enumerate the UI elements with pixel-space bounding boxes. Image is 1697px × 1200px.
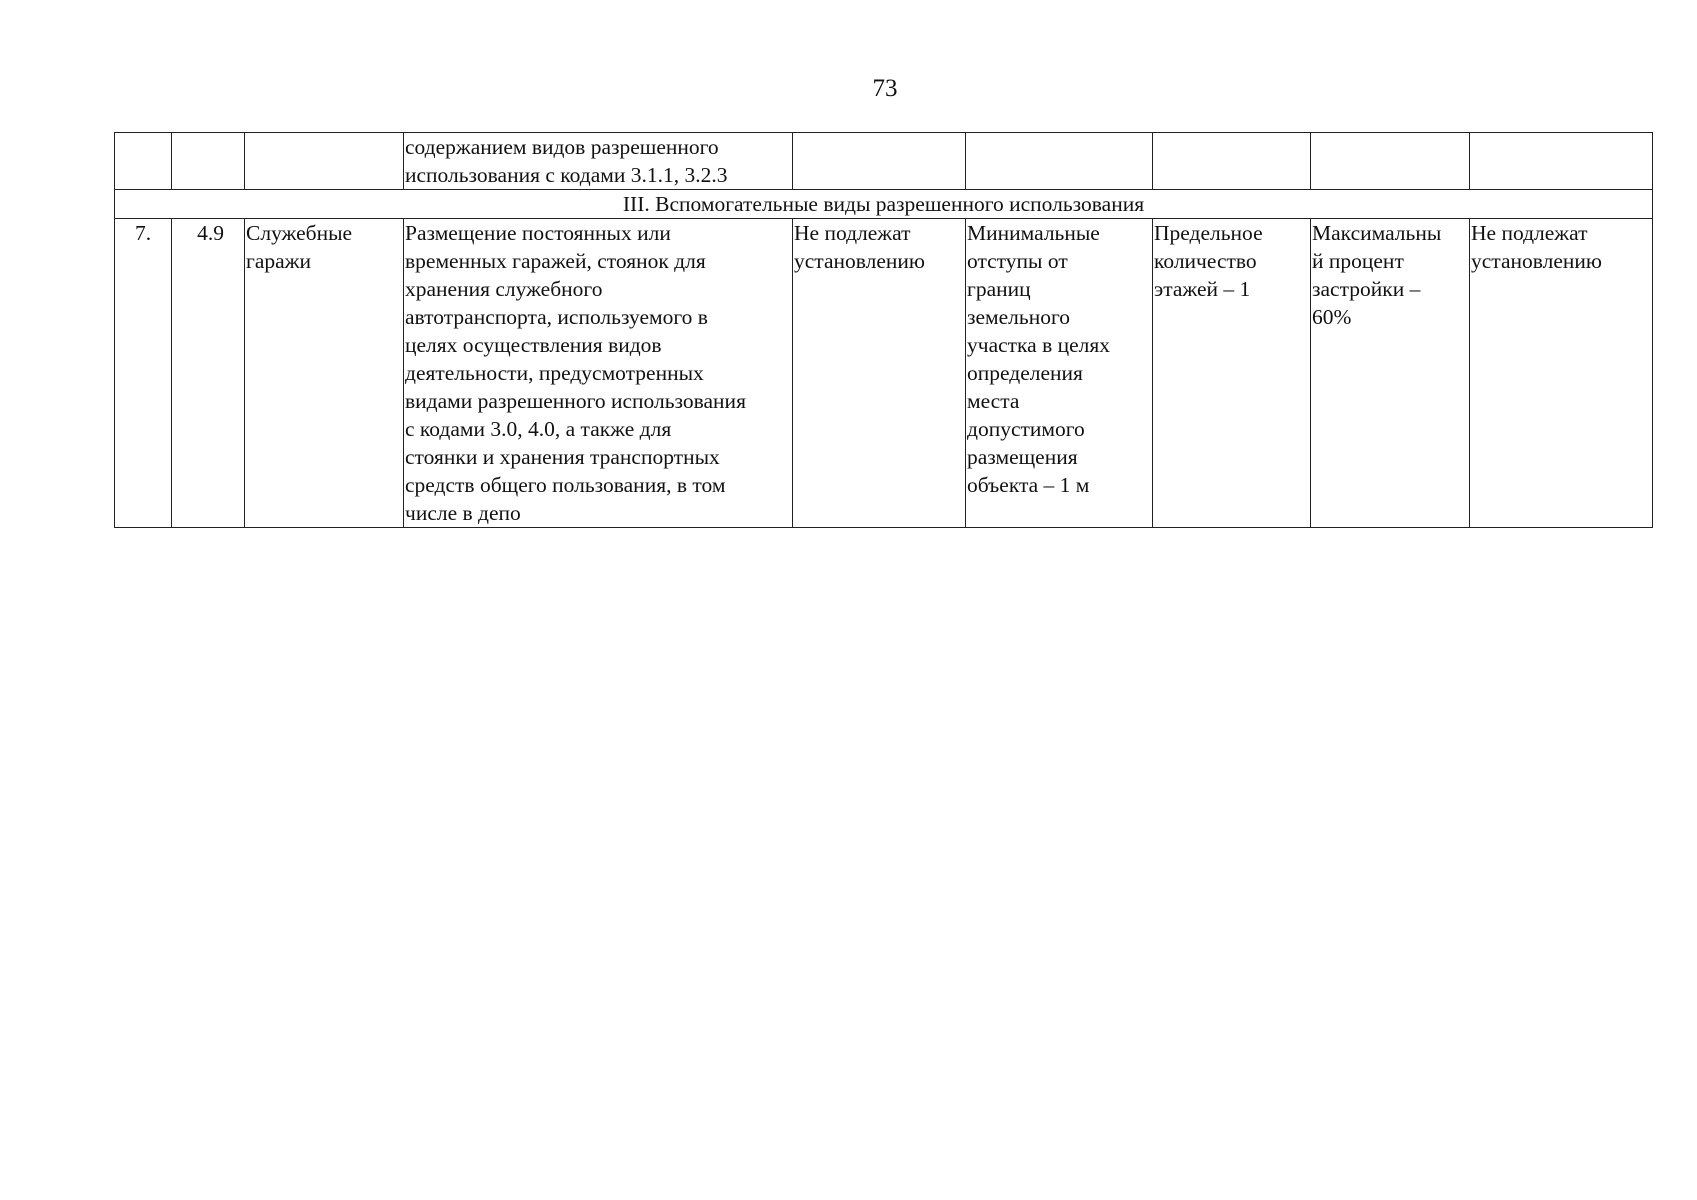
section-header: III. Вспомогательные виды разрешенного использования bbox=[115, 190, 1653, 219]
cell-other-empty bbox=[1470, 133, 1653, 190]
cell-setbacks-empty bbox=[966, 133, 1153, 190]
row-number: 7. bbox=[115, 219, 172, 528]
row-other bbox=[1470, 219, 1653, 528]
row-coverage bbox=[1311, 219, 1470, 528]
table-row-continuation bbox=[115, 133, 1653, 190]
row-setbacks-text: Минимальные отступы от границ земельного участка в целях определения места допустимого размещения объекта – 1 м bbox=[967, 221, 1111, 497]
row-name bbox=[245, 219, 404, 528]
table-row bbox=[115, 219, 1653, 528]
row-other-text: Не подлежат установлению bbox=[1471, 221, 1602, 273]
row-description bbox=[404, 219, 793, 528]
row-floors-text: Предельное количество этажей – 1 bbox=[1154, 221, 1263, 301]
cell-coverage-empty bbox=[1311, 133, 1470, 190]
row-name-text: Служебные гаражи bbox=[246, 221, 353, 273]
cell-number-empty bbox=[115, 133, 172, 190]
row-coverage-text: Максимальны й процент застройки – 60% bbox=[1312, 221, 1442, 329]
section-header-row bbox=[115, 190, 1653, 219]
row-floors bbox=[1153, 219, 1311, 528]
row-code: 4.9 bbox=[172, 219, 245, 528]
cell-name-empty bbox=[245, 133, 404, 190]
cell-area-limits-empty bbox=[793, 133, 966, 190]
regulations-table bbox=[114, 132, 1653, 528]
cell-floors-empty bbox=[1153, 133, 1311, 190]
row-area-limits-text: Не подлежат установлению bbox=[794, 221, 925, 273]
continuation-description: содержанием видов разрешенного использования с кодами 3.1.1, 3.2.3 bbox=[405, 135, 728, 187]
cell-code-empty bbox=[172, 133, 245, 190]
row-setbacks bbox=[966, 219, 1153, 528]
cell-description bbox=[404, 133, 793, 190]
row-description-text: Размещение постоянных или временных гаражей, стоянок для хранения служебного автотранспорта, используемого в целях осуществления видов деятельности, предусмотренных видами разрешенного использования с кодами 3.0, 4.0, а также для стоянки и хранения транспортных средств общего пользования, в том числе в депо bbox=[405, 221, 746, 525]
page-number: 73 bbox=[872, 75, 898, 102]
row-area-limits bbox=[793, 219, 966, 528]
